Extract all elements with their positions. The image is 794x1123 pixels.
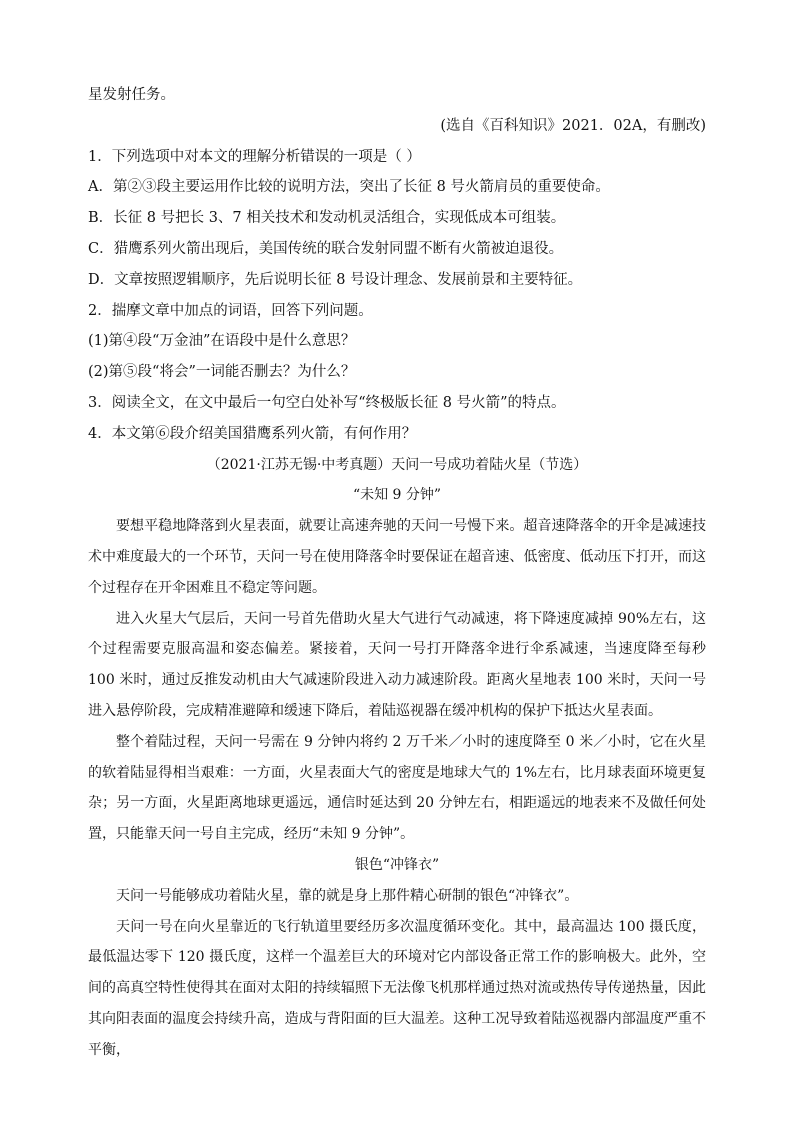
source-citation: (选自《百科知识》2021．02A，有删改) <box>440 117 706 134</box>
section-title-silver-jacket: 银色“冲锋衣” <box>354 856 440 873</box>
paragraph-atmosphere-entry: 进入火星大气层后，天问一号首先借助火星大气进行气动减速，将下降速度减掉 90%左右，这个过程需要克服高温和姿态偏差。紧接着，天问一号打开降落伞进行伞系减速，当速度降至每秒 100 米时，通过反推发动机由大气减速阶段进入动力减速阶段。距离火星地表 100 米时，天问一号进入悬停阶段，完成精准避障和缓速下降后，着陆巡视器在缓冲机构的保护下抵达火星表面。 <box>88 610 706 719</box>
continuation-line: 星发射任务。 <box>88 87 175 103</box>
option-c: C．猎鹰系列火箭出现后，美国传统的联合发射同盟不断有火箭被迫退役。 <box>88 240 564 257</box>
paragraph-temperature: 天问一号在向火星靠近的飞行轨道里要经历多次温度循环变化。其中，最高温达 100 摄氏度，最低温达零下 120 摄氏度，这样一个温差巨大的环境对它内部设备正常工作的影响极大。此外，空间的高真空特性使得其在面对太阳的持续辐照下无法像飞机那样通过热对流或热传导传递热量，因此其向阳表面的温度会持续升高，造成与背阳面的巨大温差。这种工况导致着陆巡视器内部温度严重不平衡， <box>88 918 706 1058</box>
option-b: B．长征 8 号把长 3、7 相关技术和发动机灵活组合，实现低成本可组装。 <box>88 210 566 227</box>
question-2-part-1: (1)第④段“万金油”在语段中是什么意思？ <box>88 333 356 350</box>
question-2: 2．揣摩文章中加点的词语，回答下列问题。 <box>88 302 373 319</box>
question-3: 3．阅读全文，在文中最后一句空白处补写“终极版长征 8 号火箭”的特点。 <box>88 394 566 411</box>
question-2-part-2: (2)第⑤段“将会”一词能否删去？为什么？ <box>88 364 356 381</box>
option-a: A．第②③段主要运用作比较的说明方法，突出了长征 8 号火箭肩员的重要使命。 <box>88 179 610 196</box>
option-d: D．文章按照逻辑顺序，先后说明长征 8 号设计理念、发展前景和主要特征。 <box>88 271 583 288</box>
paragraph-landing-process: 整个着陆过程，天问一号需在 9 分钟内将约 2 万千米／小时的速度降至 0 米／小时，它在火星的软着陆显得相当艰难：一方面，火星表面大气的密度是地球大气的 1%左右，比月球表面环境更复杂；另一方面，火星距离地球更遥远，通信时延达到 20 分钟左右，相距遥远的地表来不及做任何处置，只能靠天问一号自主完成，经历“未知 9 分钟”。 <box>88 733 706 843</box>
question-4: 4．本文第⑥段介绍美国猎鹰系列火箭，有何作用？ <box>88 425 417 442</box>
passage-title: （2021·江苏无锡·中考真题）天问一号成功着陆火星（节选） <box>206 456 588 473</box>
paragraph-deceleration: 要想平稳地降落到火星表面，就要让高速奔驰的天问一号慢下来。超音速降落伞的开伞是减速技术中难度最大的一个环节，天问一号在使用降落伞时要保证在超音速、低密度、低动压下打开，而这个过程存在开伞困难且不稳定等问题。 <box>88 518 706 596</box>
section-title-unknown-9-minutes: “未知 9 分钟” <box>352 487 442 504</box>
paragraph-silver-jacket-intro: 天问一号能够成功着陆火星，靠的就是身上那件精心研制的银色“冲锋衣”。 <box>116 887 579 904</box>
question-1: 1．下列选项中对本文的理解分析错误的一项是（ ） <box>88 148 421 165</box>
